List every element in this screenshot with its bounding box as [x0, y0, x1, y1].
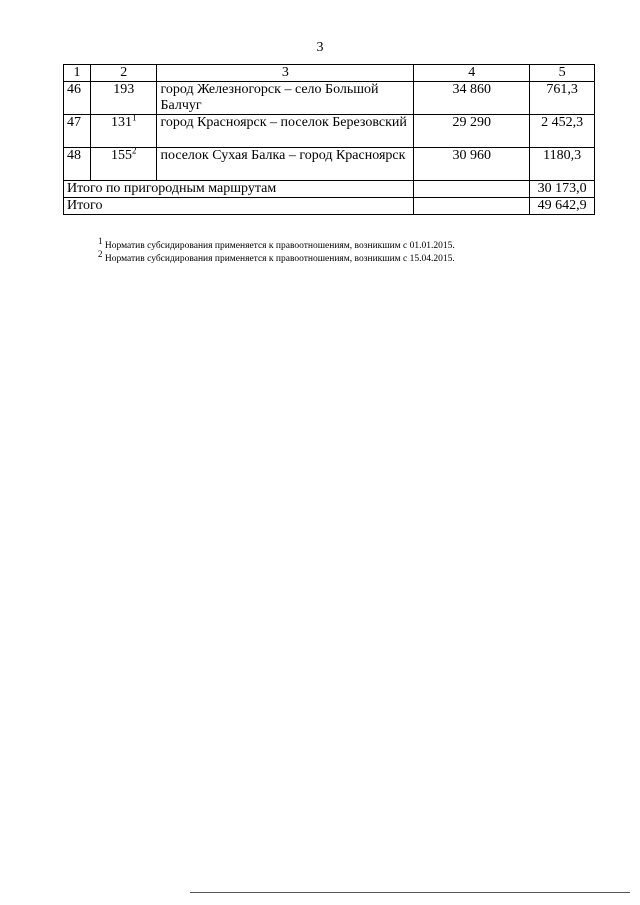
total-label: Итого [64, 198, 414, 215]
route-value-4: 30 960 [414, 148, 530, 181]
footnote-mark: 2 [131, 145, 137, 156]
table-row [64, 115, 595, 148]
header-cell: 3 [157, 65, 414, 82]
subtotal-label: Итого по пригородным маршрутам [64, 181, 414, 198]
footnote [98, 235, 455, 253]
footnote-mark: 1 [98, 235, 103, 246]
subtotal-row [64, 181, 595, 198]
empty-cell [414, 181, 530, 198]
page-number: 3 [316, 40, 324, 55]
empty-cell [414, 198, 530, 215]
row-number: 46 [64, 82, 91, 115]
row-number: 47 [64, 115, 91, 148]
footnotes [98, 235, 455, 266]
route-number: $131^1$ [90, 115, 157, 148]
route-name: город Красноярск – поселок Березовский [157, 115, 414, 148]
table-row [64, 148, 595, 181]
route-value-5: 2 452,3 [530, 115, 595, 148]
header-cell: 1 [64, 65, 91, 82]
route-value-4: 29 290 [414, 115, 530, 148]
bottom-divider [190, 892, 630, 893]
total-row [64, 198, 595, 215]
row-number: 48 [64, 148, 91, 181]
footnote-text: Норматив субсидирования применяется к правоотношениям, возникшим с 01.01.2015. [104, 241, 455, 251]
footnote-text: Норматив субсидирования применяется к правоотношениям, возникшим с 15.04.2015. [104, 254, 455, 264]
route-value-5: 1180,3 [530, 148, 595, 181]
footnote [98, 248, 455, 266]
route-name: город Железногорск – село Большой Балчуг [157, 82, 414, 115]
route-number: 193 [90, 82, 157, 115]
header-cell: 4 [414, 65, 530, 82]
header-cell: 2 [90, 65, 157, 82]
route-value-4: 34 860 [414, 82, 530, 115]
routes-table [63, 64, 595, 215]
header-cell: 5 [530, 65, 595, 82]
table-header-row [64, 65, 595, 82]
subtotal-value: 30 173,0 [530, 181, 595, 198]
route-number: $155^2$ [90, 148, 157, 181]
footnote-mark: 2 [98, 248, 103, 259]
route-value-5: 761,3 [530, 82, 595, 115]
footnote-mark: 1 [131, 112, 137, 123]
total-value: 49 642,9 [530, 198, 595, 215]
route-name: поселок Сухая Балка – город Красноярск [157, 148, 414, 181]
table-row [64, 82, 595, 115]
